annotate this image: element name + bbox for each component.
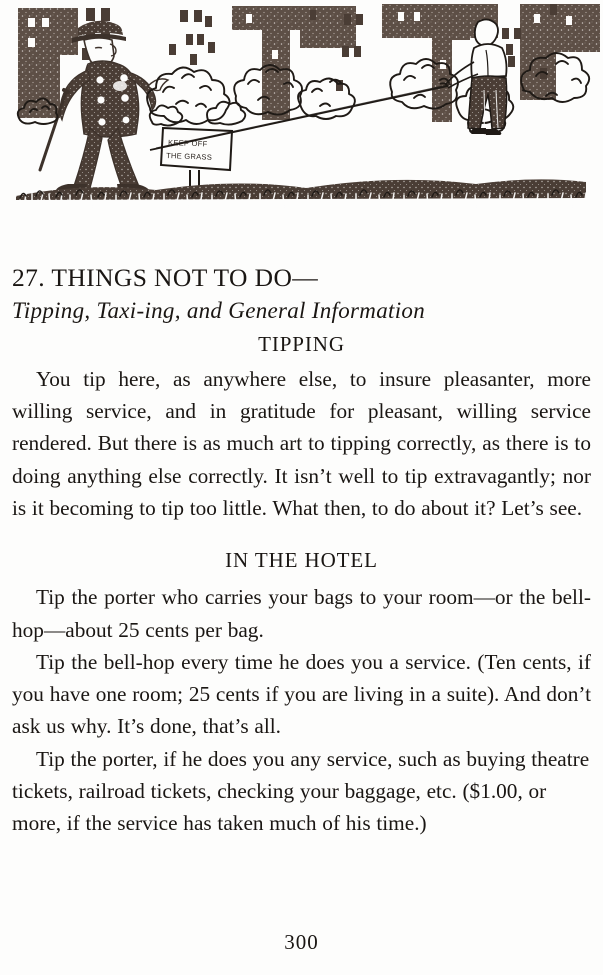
paragraph-hotel-3: Tip the porter, if he does you any service, such as buying theatre tickets, railroad tickets, checking your baggage, etc. ($1.00, or more, if the service has taken much of his time.) bbox=[12, 746, 590, 836]
illustration-svg bbox=[0, 0, 603, 215]
section-heading-in-the-hotel: IN THE HOTEL bbox=[225, 548, 378, 573]
chapter-illustration bbox=[0, 0, 603, 215]
chapter-title: 27. THINGS NOT TO DO— bbox=[12, 263, 319, 292]
page-text-body bbox=[12, 262, 591, 840]
page-number: 300 bbox=[284, 930, 319, 954]
paragraph-hotel-1: Tip the porter who carries your bags to your room—or the bell-hop—about 25 cents per bag. bbox=[12, 585, 591, 642]
section-heading-tipping: TIPPING bbox=[258, 331, 345, 356]
chapter-subtitle: Tipping, Taxi-ing, and General Information bbox=[12, 297, 425, 323]
sign-line-2: THE GRASS bbox=[165, 151, 213, 162]
paragraph-hotel-2: Tip the bell-hop every time he does you a service. (Ten cents, if you have one room; 25 cents if you are living in a suite). And don’t ask us why. It’s done, that’s all. bbox=[12, 649, 591, 739]
paragraph-tipping-1: You tip here, as anywhere else, to insure pleasanter, more willing service, and in gratitude for pleasant, willing service rendered. But there is as much art to tipping correctly, as there is to doing anything else correctly. It isn’t well to tip extravagantly; nor is it becoming to tip too little. What then, to do about it? Let’s see. bbox=[12, 366, 591, 520]
sign-line-1: KEEP OFF bbox=[167, 138, 208, 149]
